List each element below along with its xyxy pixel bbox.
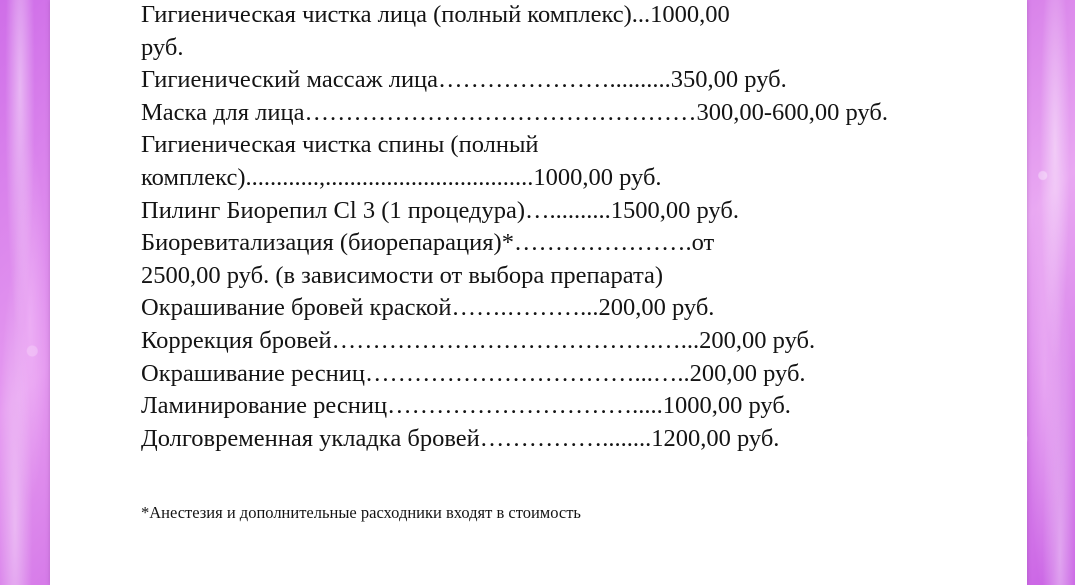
decorative-background-right	[1025, 0, 1075, 585]
price-list-row: Окрашивание бровей краской…….………...200,00 руб.	[141, 294, 715, 322]
decorative-background-left	[0, 0, 50, 585]
price-list-row: Коррекция бровей………………………………….…...200,00 руб.	[141, 326, 816, 354]
price-list-row: Биоревитализация (биорепарация)*………………….от	[141, 229, 715, 257]
price-list-row: комплекс)............,..................................1000,00 руб.	[141, 163, 662, 191]
price-list	[141, 0, 921, 455]
price-list-row: Гигиеническая чистка спины (полный	[141, 131, 539, 159]
price-list-row: руб.	[141, 33, 184, 61]
footnote: *Анестезия и дополнительные расходники входят в стоимость	[141, 503, 581, 522]
price-list-row: 2500,00 руб. (в зависимости от выбора препарата)	[141, 261, 664, 289]
price-list-row: Гигиеническая чистка лица (полный комплекс)...1000,00	[141, 1, 730, 28]
price-list-row: Окрашивание ресниц……………………………...…..200,00 руб.	[141, 359, 806, 387]
price-list-row: Пилинг Биорепил Cl 3 (1 процедура)…..........1500,00 руб.	[141, 196, 739, 224]
price-list-row: Маска для лица…………………………………………300,00-600,00 руб.	[141, 98, 888, 126]
price-list-row: Долговременная укладка бровей……………........1200,00 руб.	[141, 424, 780, 452]
price-list-row: Ламинирование ресниц………………………….....1000,00 руб.	[141, 392, 791, 420]
price-list-row: Гигиенический массаж лица…………………..........350,00 руб.	[141, 66, 787, 94]
